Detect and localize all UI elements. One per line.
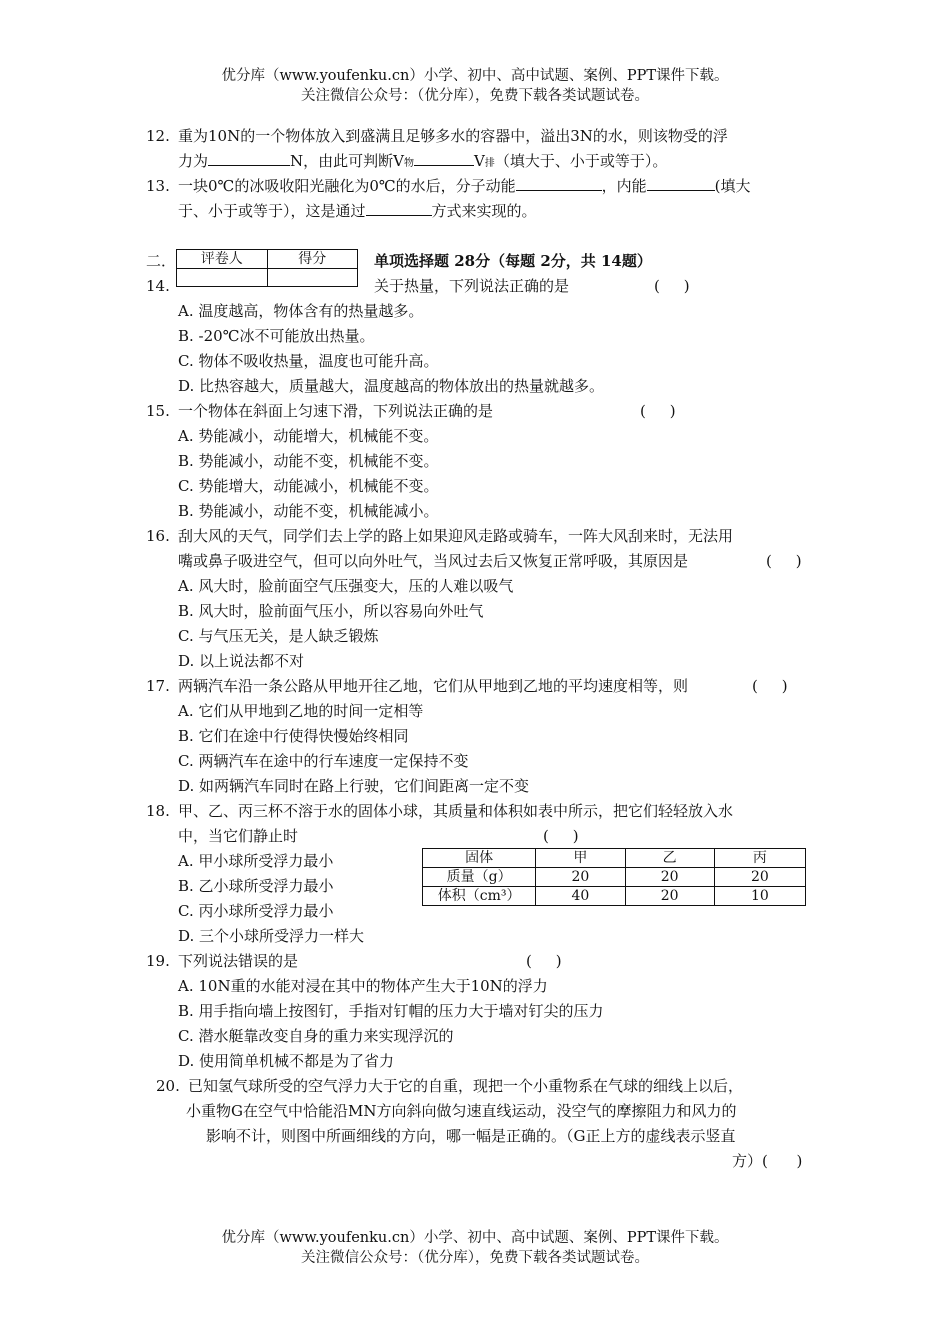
q14-answer-paren[interactable]: ( ) (654, 277, 690, 295)
q17-option-d: D. 如两辆汽车同时在路上行驶，它们间距离一定不变 (178, 777, 530, 795)
header-line-1: 优分库（www.youfenku.cn）小学、初中、高中试题、案例、PPT课件下载。 (221, 68, 729, 84)
grader-score-box (176, 249, 358, 287)
q18-answer-paren[interactable]: ( ) (543, 827, 579, 845)
q18-table-header: 乙 (625, 849, 714, 868)
q12-line-2 (178, 149, 667, 176)
q14-option-a: A. 温度越高，物体含有的热量越多。 (178, 302, 424, 320)
q15-answer-paren[interactable]: ( ) (640, 402, 676, 420)
q19-stem: 下列说法错误的是 (178, 952, 299, 970)
q12-text-d: （填大于、小于或等于）。 (494, 152, 668, 170)
footer-line-1: 优分库（www.youfenku.cn）小学、初中、高中试题、案例、PPT课件下载。 (221, 1230, 729, 1246)
q16-line-2: 嘴或鼻子吸进空气，但可以向外吐气，当风过去后又恢复正常呼吸，其原因是 (178, 552, 689, 570)
q18-table-cell: 20 (536, 868, 625, 887)
q17-option-c: C. 两辆汽车在途中的行车速度一定保持不变 (178, 752, 469, 770)
table-row (423, 868, 806, 887)
q13-text-b: ，内能 (601, 177, 647, 195)
q12-text-a: 力为 (178, 152, 209, 170)
q12-text-c: V (473, 152, 485, 170)
q15-option-c: C. 势能增大，动能减小，机械能不变。 (178, 477, 439, 495)
q18-table-cell: 20 (714, 868, 805, 887)
header-line-2: 关注微信公众号：（优分库），免费下载各类试题试卷。 (301, 88, 649, 104)
q18-data-table (422, 848, 806, 906)
q15-option-a: A. 势能减小，动能增大，机械能不变。 (178, 427, 439, 445)
q15-stem: 一个物体在斜面上匀速下滑，下列说法正确的是 (178, 402, 494, 420)
q17-stem: 两辆汽车沿一条公路从甲地开往乙地，它们从甲地到乙地的平均速度相等，则 (178, 677, 689, 695)
q18-table-header: 甲 (536, 849, 625, 868)
q12-line-1: 重为10N的一个物体放入到盛满且足够多水的容器中，溢出3N的水，则该物受的浮 (178, 127, 728, 145)
q19-number: 19. (146, 952, 170, 970)
q18-table-header: 丙 (714, 849, 805, 868)
q20-number: 20. (156, 1077, 180, 1095)
q20-line-4[interactable]: 方）( ) (732, 1152, 803, 1170)
q18-table-cell: 体积（cm³） (423, 887, 536, 906)
q15-option-b: B. 势能减小，动能不变，机械能不变。 (178, 452, 439, 470)
table-row (423, 887, 806, 906)
q12-blank-1[interactable] (208, 149, 290, 166)
q14-option-b: B. -20℃冰不可能放出热量。 (178, 327, 375, 345)
q12-blank-2[interactable] (414, 149, 474, 166)
q15-option-d: B. 势能减小，动能不变，机械能减小。 (178, 502, 439, 520)
q18-table-header-row (423, 849, 806, 868)
q16-option-c: C. 与气压无关，是人缺乏锻炼 (178, 627, 379, 645)
q18-table-header: 固体 (423, 849, 536, 868)
q18-option-d: D. 三个小球所受浮力一样大 (178, 927, 365, 945)
q20-line-2: 小重物G在空气中恰能沿MN方向斜向做匀速直线运动，没空气的摩擦阻力和风力的 (186, 1102, 737, 1120)
section-2-title: 单项选择题 28分（每题 2分，共 14题） (374, 252, 652, 270)
q13-text-d: 于、小于或等于），这是通过 (178, 202, 366, 220)
q13-blank-2[interactable] (647, 174, 715, 191)
grader-cell[interactable] (177, 269, 268, 287)
q17-option-a: A. 它们从甲地到乙地的时间一定相等 (178, 702, 424, 720)
q19-option-b: B. 用手指向墙上按图钉，手指对钉帽的压力大于墙对钉尖的压力 (178, 1002, 604, 1020)
score-label: 得分 (267, 250, 358, 269)
score-cell[interactable] (267, 269, 358, 287)
q13-blank-3[interactable] (366, 199, 432, 216)
q15-number: 15. (146, 402, 170, 420)
q13-text-c: (填大 (714, 177, 751, 195)
q18-table-cell: 20 (625, 868, 714, 887)
footer-line-2: 关注微信公众号：（优分库），免费下载各类试题试卷。 (301, 1250, 649, 1266)
q18-line-1: 甲、乙、丙三杯不溶于水的固体小球，其质量和体积如表中所示，把它们轻轻放入水 (178, 802, 734, 820)
q19-answer-paren[interactable]: ( ) (526, 952, 562, 970)
q17-answer-paren[interactable]: ( ) (752, 677, 788, 695)
q20-line-1: 已知氢气球所受的空气浮力大于它的自重，现把一个小重物系在气球的细线上以后， (188, 1077, 744, 1095)
q12-sub-1: 物 (403, 158, 414, 169)
q16-number: 16. (146, 527, 170, 545)
q16-option-a: A. 风大时，脸前面空气压强变大，压的人难以吸气 (178, 577, 514, 595)
q18-option-b: B. 乙小球所受浮力最小 (178, 877, 334, 895)
q16-option-b: B. 风大时，脸前面气压小，所以容易向外吐气 (178, 602, 484, 620)
q17-number: 17. (146, 677, 170, 695)
grader-label: 评卷人 (177, 250, 268, 269)
q19-option-c: C. 潜水艇靠改变自身的重力来实现浮沉的 (178, 1027, 454, 1045)
q14-option-d: D. 比热容越大，质量越大，温度越高的物体放出的热量就越多。 (178, 377, 605, 395)
q13-blank-1[interactable] (516, 174, 602, 191)
q18-number: 18. (146, 802, 170, 820)
q14-stem: 关于热量，下列说法正确的是 (374, 277, 570, 295)
q13-line-2 (178, 199, 537, 223)
q19-option-d: D. 使用简单机械不都是为了省力 (178, 1052, 395, 1070)
q19-option-a: A. 10N重的水能对浸在其中的物体产生大于10N的浮力 (178, 977, 548, 995)
q16-answer-paren[interactable]: ( ) (766, 552, 802, 570)
section-2-number: 二． (146, 252, 177, 270)
q18-option-a: A. 甲小球所受浮力最小 (178, 852, 334, 870)
q18-option-c: C. 丙小球所受浮力最小 (178, 902, 334, 920)
q13-text-e: 方式来实现的。 (431, 202, 537, 220)
q12-sub-2: 排 (484, 158, 495, 169)
q16-line-1: 刮大风的天气，同学们去上学的路上如果迎风走路或骑车，一阵大风刮来时，无法用 (178, 527, 734, 545)
q20-line-3: 影响不计，则图中所画细线的方向，哪一幅是正确的。（G正上方的虚线表示竖直 (206, 1127, 736, 1145)
q18-table-cell: 40 (536, 887, 625, 906)
q14-option-c: C. 物体不吸收热量，温度也可能升高。 (178, 352, 439, 370)
q16-option-d: D. 以上说法都不对 (178, 652, 305, 670)
q17-option-b: B. 它们在途中行使得快慢始终相同 (178, 727, 409, 745)
q13-number: 13. (146, 177, 170, 195)
q12-number: 12. (146, 127, 170, 145)
q13-text-a: 一块0℃的冰吸收阳光融化为0℃的水后，分子动能 (178, 177, 516, 195)
q18-table-cell: 20 (625, 887, 714, 906)
q18-table-cell: 质量（g） (423, 868, 536, 887)
q13-line-1 (178, 174, 751, 198)
q18-table-cell: 10 (714, 887, 805, 906)
q12-text-b: N，由此可判断V (290, 152, 404, 170)
q18-line-2: 中，当它们静止时 (178, 827, 299, 845)
q14-number: 14. (146, 277, 170, 295)
